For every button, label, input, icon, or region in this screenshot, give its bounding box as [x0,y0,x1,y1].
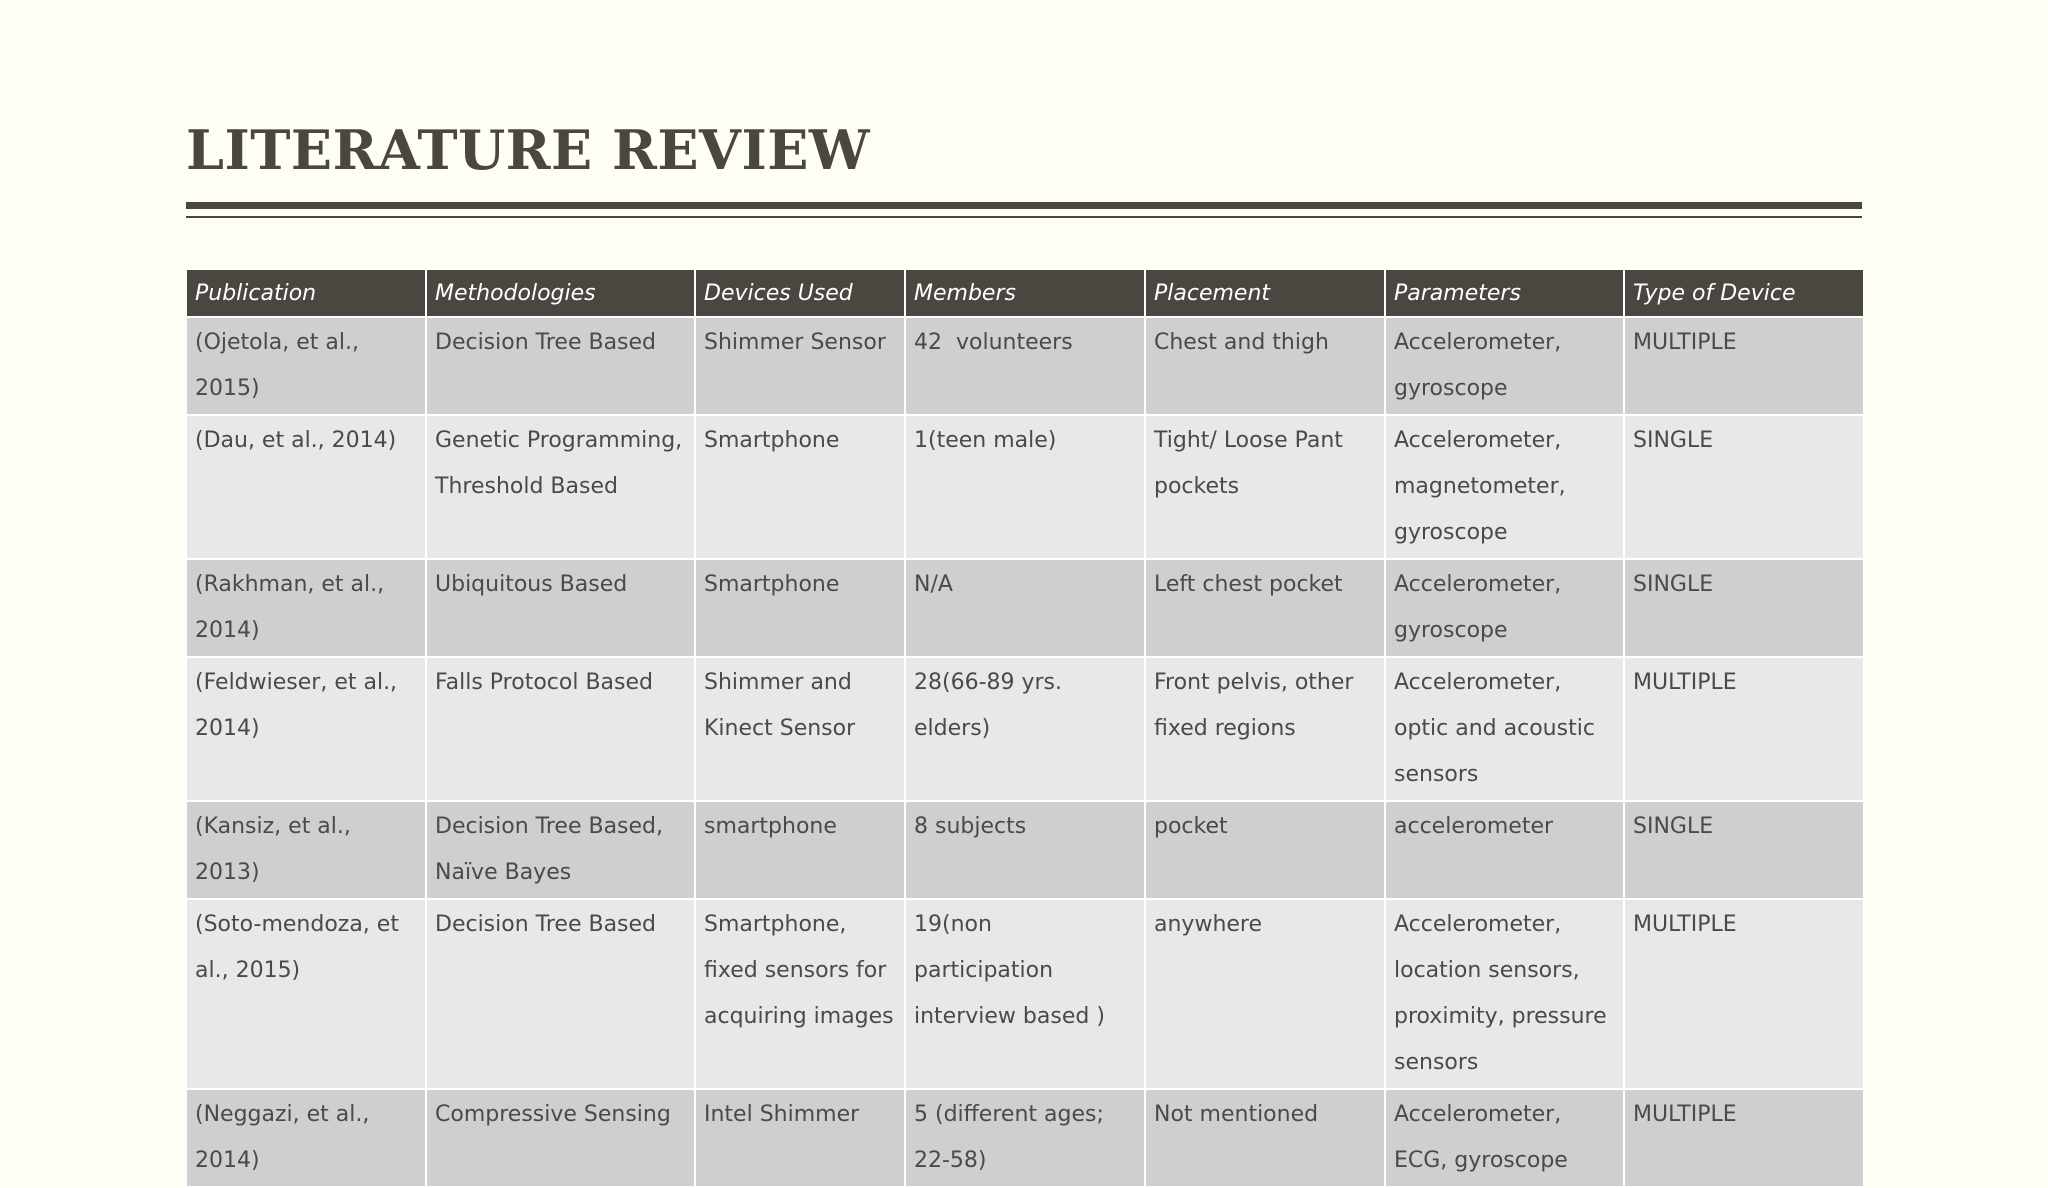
cell-placement: pocket [1145,801,1385,899]
cell-devices-used: Intel Shimmer [695,1089,905,1187]
cell-methodologies: Compressive Sensing [426,1089,695,1187]
cell-placement: Tight/ Loose Pant pockets [1145,415,1385,559]
cell-methodologies: Decision Tree Based [426,899,695,1089]
cell-devices-used: Shimmer Sensor [695,317,905,415]
cell-placement: Front pelvis, other fixed regions [1145,657,1385,801]
cell-publication: (Soto-mendoza, et al., 2015) [186,899,426,1089]
cell-type-of-device: MULTIPLE [1624,1089,1864,1187]
header-devices-used: Devices Used [695,269,905,317]
title-divider-thick [186,202,1862,209]
cell-devices-used: Smartphone, fixed sensors for acquiring images [695,899,905,1089]
cell-members: 19(non participation interview based ) [905,899,1145,1089]
cell-methodologies: Decision Tree Based, Naïve Bayes [426,801,695,899]
cell-devices-used: Smartphone [695,559,905,657]
cell-type-of-device: SINGLE [1624,801,1864,899]
cell-devices-used: Smartphone [695,415,905,559]
table-header-row [186,269,1864,317]
cell-parameters: accelerometer [1385,801,1624,899]
cell-members: 28(66-89 yrs. elders) [905,657,1145,801]
cell-members: 1(teen male) [905,415,1145,559]
cell-publication: (Ojetola, et al., 2015) [186,317,426,415]
cell-type-of-device: SINGLE [1624,559,1864,657]
literature-table [185,268,1865,1188]
cell-type-of-device: SINGLE [1624,415,1864,559]
cell-parameters: Accelerometer, optic and acoustic sensors [1385,657,1624,801]
table-row [186,317,1864,415]
cell-parameters: Accelerometer, gyroscope [1385,317,1624,415]
table-row [186,415,1864,559]
table-row [186,801,1864,899]
cell-type-of-device: MULTIPLE [1624,657,1864,801]
slide-title: LITERATURE REVIEW [186,118,871,182]
cell-devices-used: smartphone [695,801,905,899]
title-divider-thin [186,216,1862,218]
header-members: Members [905,269,1145,317]
table-row [186,559,1864,657]
cell-placement: Left chest pocket [1145,559,1385,657]
cell-members: 42 volunteers [905,317,1145,415]
header-placement: Placement [1145,269,1385,317]
cell-publication: (Kansiz, et al., 2013) [186,801,426,899]
cell-publication: (Rakhman, et al., 2014) [186,559,426,657]
header-methodologies: Methodologies [426,269,695,317]
header-parameters: Parameters [1385,269,1624,317]
cell-parameters: Accelerometer, gyroscope [1385,559,1624,657]
cell-members: 5 (different ages; 22-58) [905,1089,1145,1187]
cell-publication: (Dau, et al., 2014) [186,415,426,559]
cell-parameters: Accelerometer, ECG, gyroscope [1385,1089,1624,1187]
cell-methodologies: Falls Protocol Based [426,657,695,801]
cell-publication: (Feldwieser, et al., 2014) [186,657,426,801]
header-type-of-device: Type of Device [1624,269,1864,317]
cell-type-of-device: MULTIPLE [1624,317,1864,415]
cell-methodologies: Decision Tree Based [426,317,695,415]
header-publication: Publication [186,269,426,317]
cell-parameters: Accelerometer, magnetometer, gyroscope [1385,415,1624,559]
cell-methodologies: Ubiquitous Based [426,559,695,657]
cell-devices-used: Shimmer and Kinect Sensor [695,657,905,801]
table-row [186,657,1864,801]
cell-placement: Chest and thigh [1145,317,1385,415]
cell-placement: Not mentioned [1145,1089,1385,1187]
cell-type-of-device: MULTIPLE [1624,899,1864,1089]
cell-placement: anywhere [1145,899,1385,1089]
cell-methodologies: Genetic Programming, Threshold Based [426,415,695,559]
cell-members: N/A [905,559,1145,657]
table-row [186,1089,1864,1187]
cell-publication: (Neggazi, et al., 2014) [186,1089,426,1187]
cell-members: 8 subjects [905,801,1145,899]
cell-parameters: Accelerometer, location sensors, proximity, pressure sensors [1385,899,1624,1089]
table-row [186,899,1864,1089]
